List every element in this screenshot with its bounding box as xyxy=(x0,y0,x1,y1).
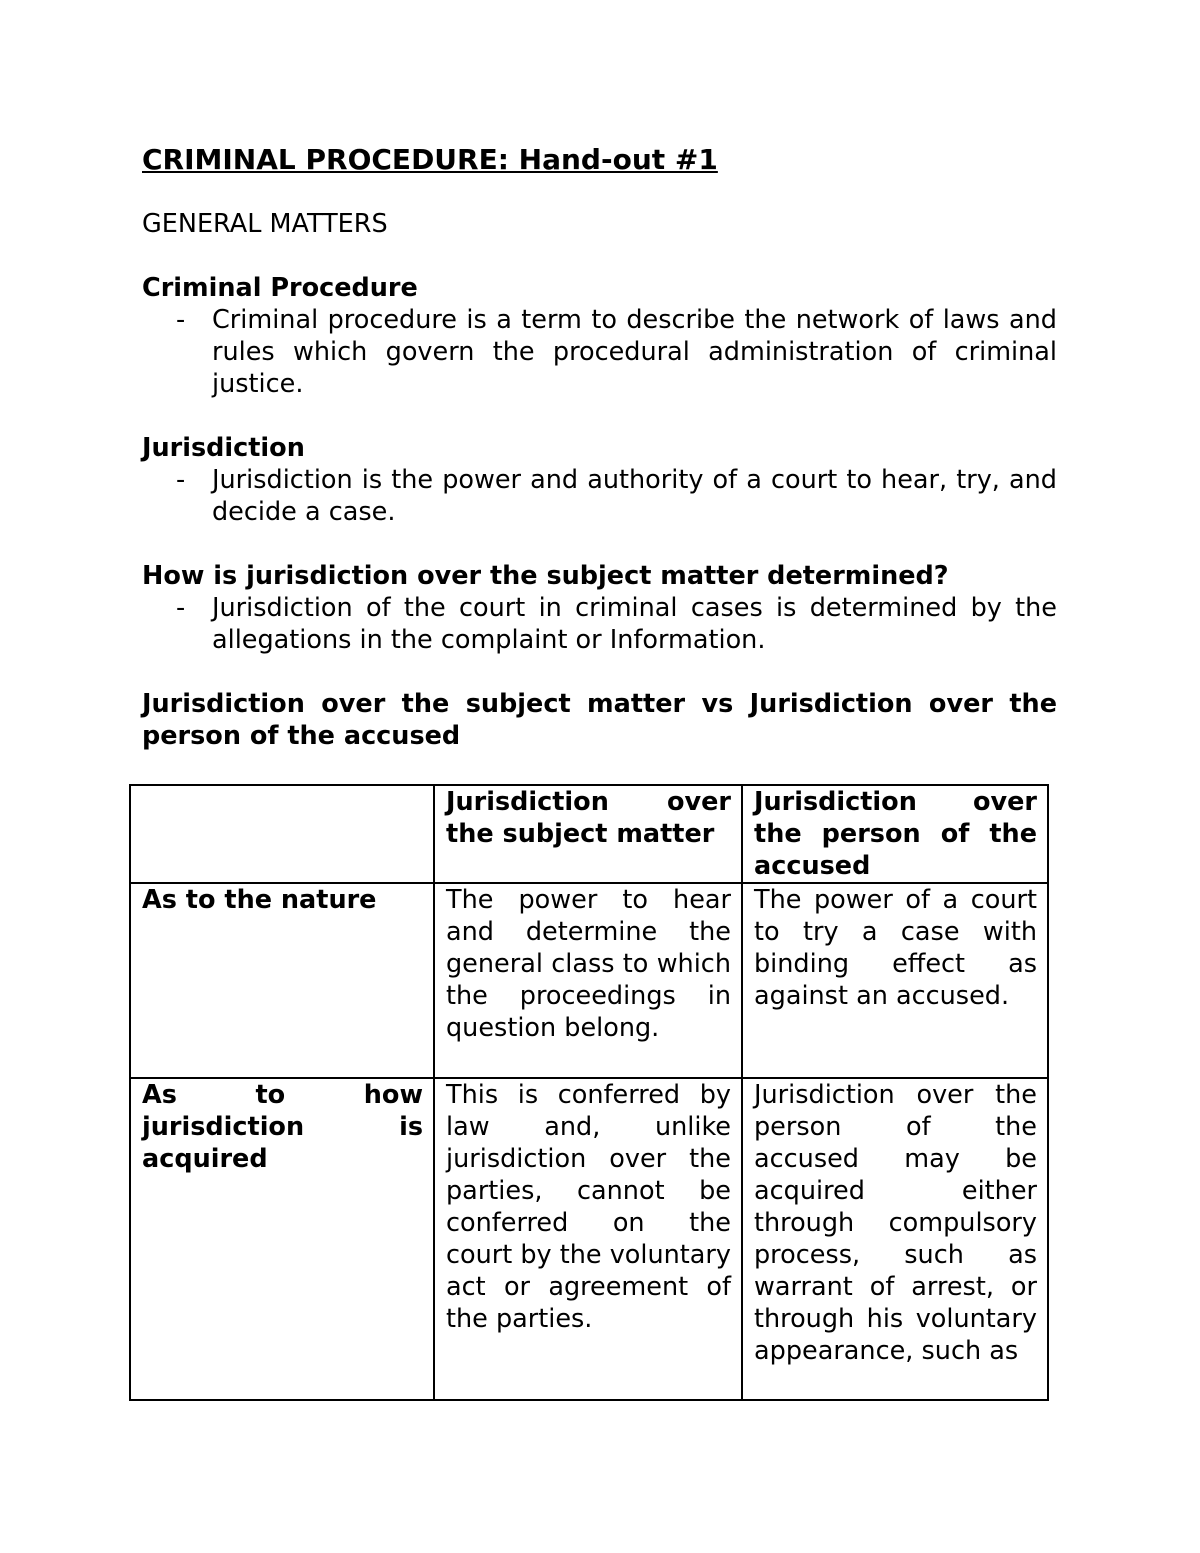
document-title: CRIMINAL PROCEDURE: Hand-out #1 xyxy=(142,143,718,176)
table-header-person: Jurisdiction over the person of the accused xyxy=(742,785,1048,883)
table-row xyxy=(130,1078,1048,1400)
bullet-text: Criminal procedure is a term to describe the network of laws and rules which govern the procedural administration of criminal justice. xyxy=(212,305,1057,399)
table-row xyxy=(130,883,1048,1078)
topic-heading: How is jurisdiction over the subject matter determined? xyxy=(142,561,949,591)
cell-person: The power of a court to try a case with binding effect as against an accused. xyxy=(742,883,1048,1078)
bullet-dash: - xyxy=(176,305,186,335)
cell-subject-matter: The power to hear and determine the general class to which the proceedings in question belong. xyxy=(434,883,742,1078)
bullet-text: Jurisdiction of the court in criminal cases is determined by the allegations in the complaint or Information. xyxy=(212,593,1057,655)
bullet-item xyxy=(142,304,1057,400)
bullet-item xyxy=(142,592,1057,656)
section-heading: GENERAL MATTERS xyxy=(142,209,388,239)
bullet-item xyxy=(142,464,1057,528)
cell-subject-matter: This is conferred by law and, unlike jurisdiction over the parties, cannot be conferred on the court by the voluntary act or agreement of the parties. xyxy=(434,1078,742,1400)
comparison-table xyxy=(129,784,1049,1401)
topic-heading: Jurisdiction xyxy=(142,433,305,463)
topic-jurisdiction xyxy=(142,432,1057,528)
row-label: As to how jurisdiction is acquired xyxy=(130,1078,434,1400)
bullet-dash: - xyxy=(176,465,186,495)
topic-criminal-procedure xyxy=(142,272,1057,400)
topic-subject-matter-determination xyxy=(142,560,1057,656)
comparison-section xyxy=(142,688,1057,752)
row-label: As to the nature xyxy=(130,883,434,1078)
table-header-empty xyxy=(130,785,434,883)
topic-heading: Criminal Procedure xyxy=(142,273,418,303)
comparison-heading: Jurisdiction over the subject matter vs Jurisdiction over the person of the accused xyxy=(142,689,1057,751)
bullet-text: Jurisdiction is the power and authority of a court to hear, try, and decide a case. xyxy=(212,465,1057,527)
document-body xyxy=(142,142,1057,752)
table-header-subject-matter: Jurisdiction over the subject matter xyxy=(434,785,742,883)
table-header-row xyxy=(130,785,1048,883)
cell-person: Jurisdiction over the person of the accused may be acquired either through compulsory process, such as warrant of arrest, or through his voluntary appearance, such as xyxy=(742,1078,1048,1400)
bullet-dash: - xyxy=(176,593,186,623)
